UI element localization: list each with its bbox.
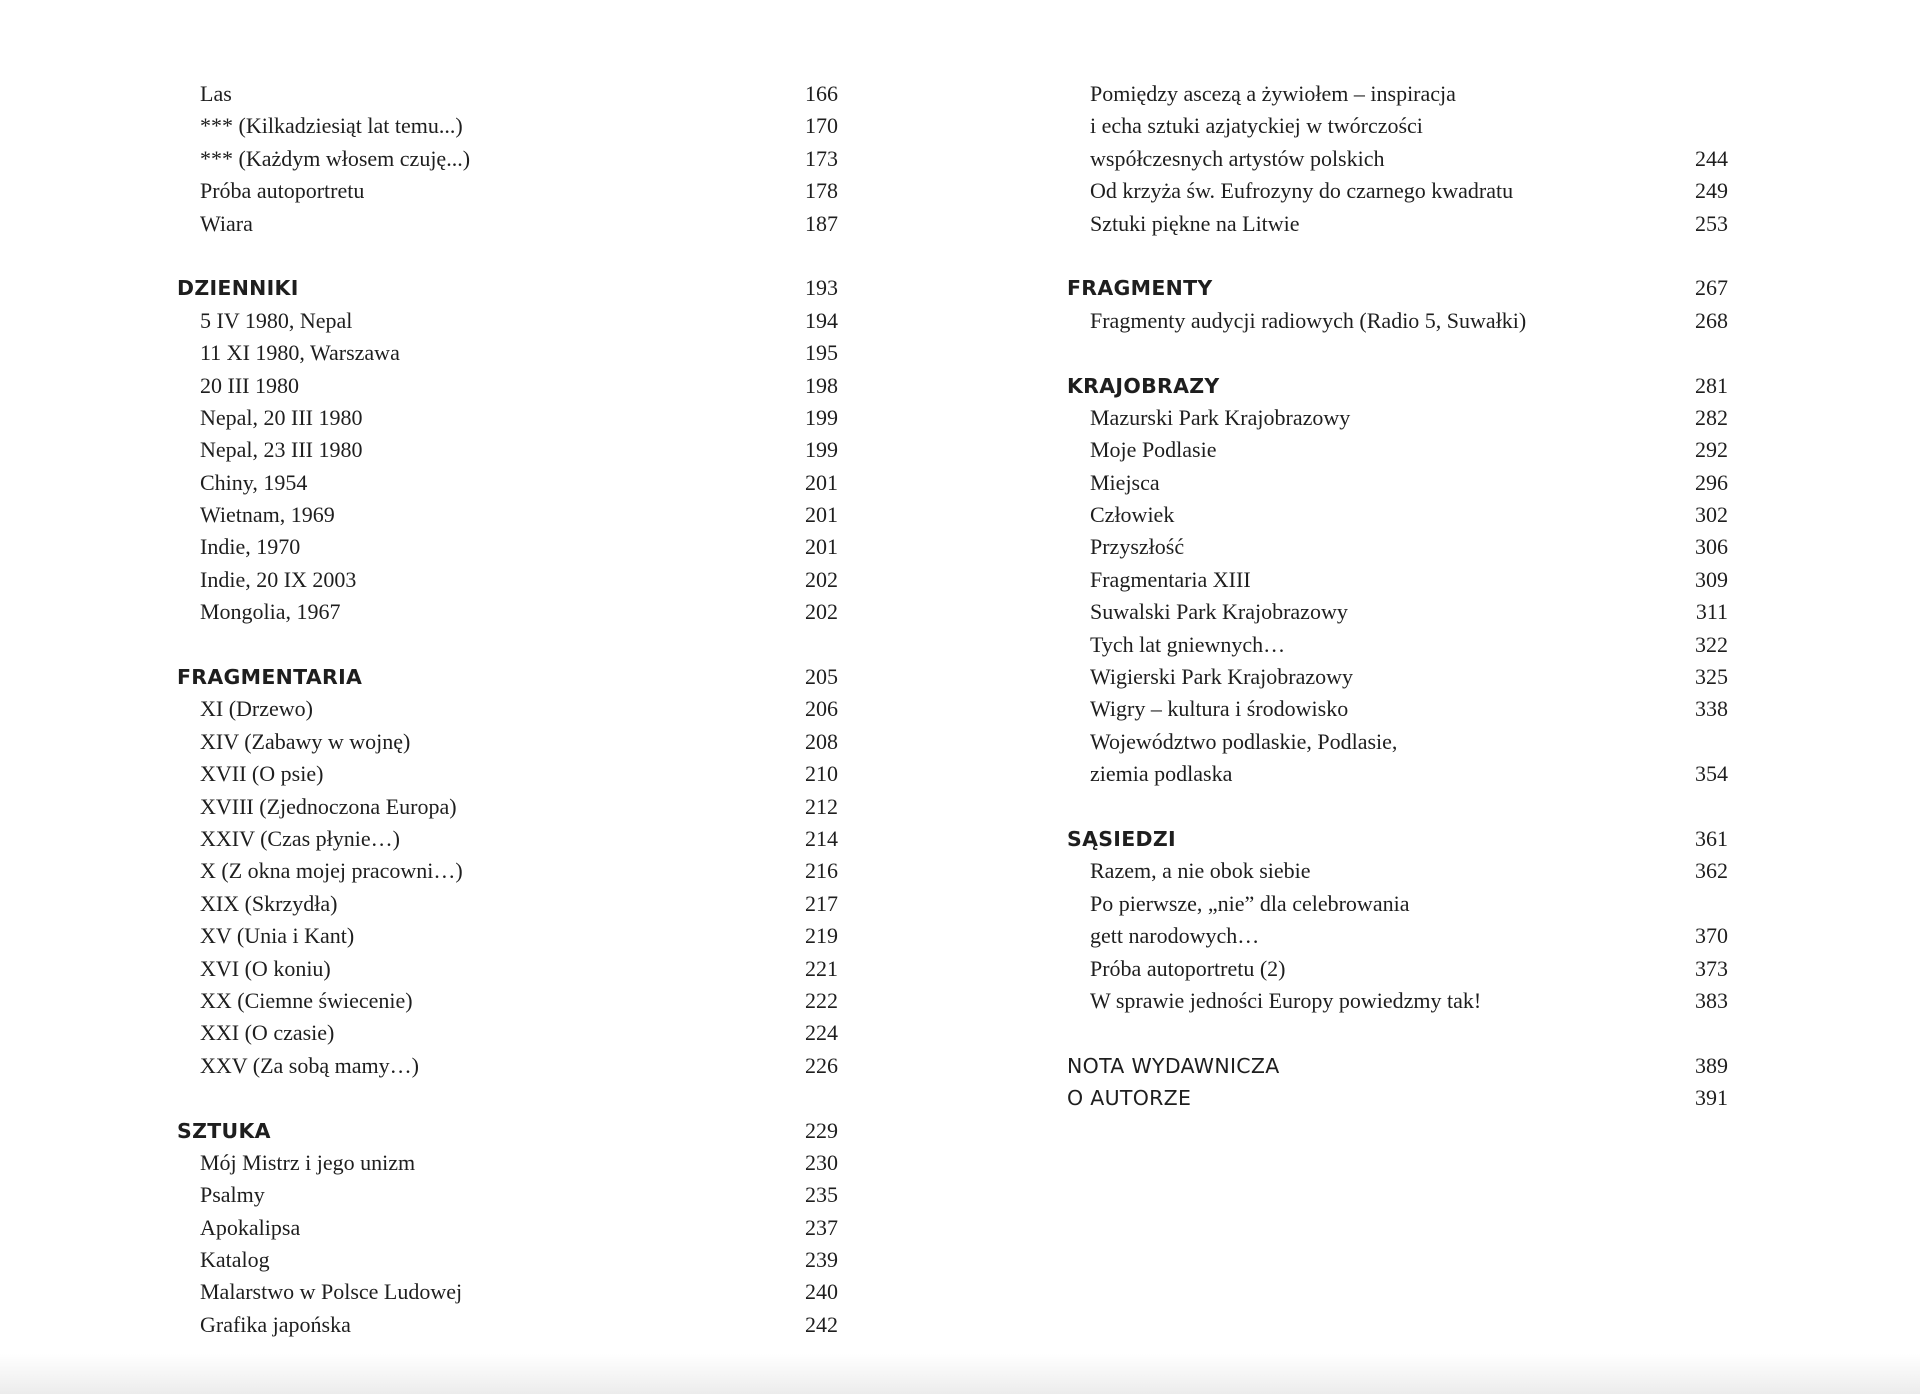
toc-section-title: SZTUKA	[177, 1118, 271, 1143]
toc-entry	[1067, 726, 1728, 758]
toc-entry-title: Nepal, 20 III 1980	[200, 404, 363, 430]
toc-page-number: 309	[1695, 566, 1728, 592]
toc-entry-title: 11 XI 1980, Warszawa	[200, 340, 400, 366]
page-bottom-shadow	[0, 1354, 1920, 1394]
toc-page-number: 205	[805, 664, 838, 690]
toc-entry	[177, 564, 838, 596]
toc-entry	[1067, 758, 1728, 790]
toc-entry-title: 5 IV 1980, Nepal	[200, 307, 353, 333]
toc-entry-title: Apokalipsa	[200, 1214, 301, 1240]
toc-entry-title: Wietnam, 1969	[200, 502, 335, 528]
toc-entry	[177, 1309, 838, 1341]
toc-page-number: 226	[805, 1052, 838, 1078]
toc-entry-title: Sztuki piękne na Litwie	[1090, 210, 1300, 236]
toc-entry-title: Mongolia, 1967	[200, 599, 341, 625]
toc-entry	[177, 143, 838, 175]
toc-entry	[177, 1179, 838, 1211]
toc-entry-title: Województwo podlaskie, Podlasie,	[1090, 728, 1398, 754]
toc-entry	[177, 370, 838, 402]
toc-page-number: 389	[1695, 1052, 1728, 1078]
toc-entry-title: X (Z okna mojej pracowni…)	[200, 858, 463, 884]
toc-section-heading	[1067, 1082, 1728, 1114]
toc-section-title: FRAGMENTY	[1067, 276, 1213, 301]
toc-entry-title: Suwalski Park Krajobrazowy	[1090, 599, 1348, 625]
toc-entry-title: XXI (O czasie)	[200, 1020, 335, 1046]
toc-page-number: 338	[1695, 696, 1728, 722]
toc-entry	[177, 791, 838, 823]
toc-page-number: 212	[805, 793, 838, 819]
toc-entry-title: Miejsca	[1090, 469, 1160, 495]
toc-entry-title: XVI (O koniu)	[200, 955, 331, 981]
toc-entry-title: Grafika japońska	[200, 1311, 351, 1337]
toc-entry-title: *** (Kilkadziesiąt lat temu...)	[200, 113, 463, 139]
toc-section-title: KRAJOBRAZY	[1067, 373, 1220, 398]
toc-section-title: O AUTORZE	[1067, 1086, 1192, 1111]
toc-page-number: 178	[805, 178, 838, 204]
toc-entry	[177, 208, 838, 240]
toc-section-heading	[1067, 823, 1728, 855]
toc-entry	[177, 693, 838, 725]
toc-entry	[1067, 953, 1728, 985]
toc-entry	[177, 596, 838, 628]
toc-entry	[1067, 143, 1728, 175]
toc-entry	[177, 175, 838, 207]
toc-entry-title: Wigierski Park Krajobrazowy	[1090, 664, 1354, 690]
toc-entry	[177, 499, 838, 531]
toc-entry-title: i echa sztuki azjatyckiej w twórczości	[1090, 113, 1423, 139]
toc-page-number: 282	[1695, 404, 1728, 430]
toc-page-number: 237	[805, 1214, 838, 1240]
toc-entry	[1067, 564, 1728, 596]
toc-page-number: 244	[1695, 145, 1728, 171]
toc-page-number: 306	[1695, 534, 1728, 560]
toc-entry	[177, 531, 838, 563]
toc-entry	[177, 467, 838, 499]
toc-entry	[177, 1017, 838, 1049]
toc-entry-title: Fragmenty audycji radiowych (Radio 5, Suwałki)	[1090, 307, 1527, 333]
toc-entry	[1067, 920, 1728, 952]
toc-page-number: 253	[1695, 210, 1728, 236]
toc-section-heading	[177, 272, 838, 304]
toc-entry-title: Przyszłość	[1090, 534, 1185, 560]
toc-entry	[177, 855, 838, 887]
toc-entry	[177, 953, 838, 985]
toc-section-title: FRAGMENTARIA	[177, 665, 363, 690]
toc-entry	[177, 110, 838, 142]
toc-page-number: 391	[1695, 1085, 1728, 1111]
toc-entry-title: XI (Drzewo)	[200, 696, 313, 722]
toc-entry-title: Razem, a nie obok siebie	[1090, 858, 1311, 884]
toc-entry-title: Mój Mistrz i jego unizm	[200, 1149, 416, 1175]
toc-left-column	[177, 78, 838, 1341]
toc-page-number: 373	[1695, 955, 1728, 981]
toc-page-number: 383	[1695, 987, 1728, 1013]
toc-entry-title: Próba autoportretu	[200, 178, 365, 204]
toc-page-number: 199	[805, 437, 838, 463]
toc-entry	[1067, 78, 1728, 110]
toc-page-number: 201	[805, 469, 838, 495]
toc-entry-title: gett narodowych…	[1090, 923, 1260, 949]
toc-page-number: 361	[1695, 825, 1728, 851]
toc-entry	[177, 726, 838, 758]
toc-section-heading	[1067, 370, 1728, 402]
toc-page-number: 222	[805, 987, 838, 1013]
toc-page-number: 362	[1695, 858, 1728, 884]
toc-page-number: 201	[805, 534, 838, 560]
toc-page-number: 214	[805, 825, 838, 851]
toc-page-number: 240	[805, 1279, 838, 1305]
toc-entry	[1067, 985, 1728, 1017]
toc-entry	[177, 1147, 838, 1179]
toc-page-number: 187	[805, 210, 838, 236]
toc-entry-title: Człowiek	[1090, 502, 1175, 528]
toc-entry	[1067, 434, 1728, 466]
toc-page-number: 208	[805, 728, 838, 754]
toc-page-number: 170	[805, 113, 838, 139]
toc-page-number: 242	[805, 1311, 838, 1337]
toc-page-number: 173	[805, 145, 838, 171]
toc-entry-title: ziemia podlaska	[1090, 761, 1233, 787]
toc-entry-title: Nepal, 23 III 1980	[200, 437, 363, 463]
toc-page-number: 194	[805, 307, 838, 333]
toc-entry-title: Mazurski Park Krajobrazowy	[1090, 404, 1351, 430]
toc-entry-title: Moje Podlasie	[1090, 437, 1217, 463]
toc-page-number: 217	[805, 890, 838, 916]
toc-page-number: 202	[805, 599, 838, 625]
toc-page-number: 267	[1695, 275, 1728, 301]
toc-entry	[177, 402, 838, 434]
toc-entry-title: Chiny, 1954	[200, 469, 308, 495]
toc-page-number: 229	[805, 1117, 838, 1143]
toc-section-heading	[1067, 1050, 1728, 1082]
toc-entry	[177, 1244, 838, 1276]
toc-section-heading	[177, 1115, 838, 1147]
toc-page-number: 302	[1695, 502, 1728, 528]
toc-entry	[1067, 531, 1728, 563]
toc-entry-title: XX (Ciemne świecenie)	[200, 987, 413, 1013]
toc-page-number: 221	[805, 955, 838, 981]
toc-entry	[177, 758, 838, 790]
toc-entry	[177, 337, 838, 369]
toc-entry-title: Malarstwo w Polsce Ludowej	[200, 1279, 463, 1305]
toc-entry-title: XIV (Zabawy w wojnę)	[200, 728, 411, 754]
toc-page-number: 206	[805, 696, 838, 722]
toc-page-number: 230	[805, 1149, 838, 1175]
toc-entry-title: Wiara	[200, 210, 253, 236]
toc-page-number: 268	[1695, 307, 1728, 333]
toc-entry-title: Po pierwsze, „nie” dla celebrowania	[1090, 890, 1410, 916]
toc-entry-title: XXIV (Czas płynie…)	[200, 825, 400, 851]
toc-entry-title: Indie, 1970	[200, 534, 301, 560]
toc-right-column	[1067, 78, 1728, 1115]
toc-page-number: 198	[805, 372, 838, 398]
toc-entry-title: XXV (Za sobą mamy…)	[200, 1052, 419, 1078]
toc-entry-title: XVIII (Zjednoczona Europa)	[200, 793, 457, 819]
toc-entry	[177, 823, 838, 855]
toc-entry	[1067, 693, 1728, 725]
toc-entry-title: Tych lat gniewnych…	[1090, 631, 1286, 657]
toc-entry-title: XIX (Skrzydła)	[200, 890, 338, 916]
toc-page-number: 354	[1695, 761, 1728, 787]
toc-entry-title: *** (Każdym włosem czuję...)	[200, 145, 471, 171]
toc-entry	[1067, 305, 1728, 337]
toc-page-number: 195	[805, 340, 838, 366]
toc-page-number: 296	[1695, 469, 1728, 495]
toc-entry	[1067, 629, 1728, 661]
toc-page-number: 193	[805, 275, 838, 301]
toc-entry	[177, 1050, 838, 1082]
toc-entry	[177, 78, 838, 110]
toc-entry	[177, 434, 838, 466]
toc-entry	[1067, 208, 1728, 240]
toc-page-number: 224	[805, 1020, 838, 1046]
toc-entry	[1067, 661, 1728, 693]
toc-entry	[1067, 402, 1728, 434]
toc-entry	[1067, 499, 1728, 531]
toc-entry	[1067, 467, 1728, 499]
toc-section-title: DZIENNIKI	[177, 276, 299, 301]
toc-entry-title: XVII (O psie)	[200, 761, 324, 787]
toc-entry	[177, 888, 838, 920]
toc-page-number: 292	[1695, 437, 1728, 463]
toc-entry-title: W sprawie jedności Europy powiedzmy tak!	[1090, 987, 1482, 1013]
toc-page-number: 219	[805, 923, 838, 949]
toc-page-number: 210	[805, 761, 838, 787]
toc-page-number: 281	[1695, 372, 1728, 398]
toc-section-heading	[1067, 272, 1728, 304]
toc-section-heading	[177, 661, 838, 693]
toc-entry	[1067, 888, 1728, 920]
toc-entry	[1067, 175, 1728, 207]
toc-entry-title: Od krzyża św. Eufrozyny do czarnego kwadratu	[1090, 178, 1514, 204]
toc-page-number: 201	[805, 502, 838, 528]
toc-page-number: 239	[805, 1247, 838, 1273]
toc-page-number: 199	[805, 404, 838, 430]
toc-entry	[1067, 110, 1728, 142]
toc-section-title: NOTA WYDAWNICZA	[1067, 1053, 1280, 1078]
toc-entry	[177, 1276, 838, 1308]
toc-page-number: 235	[805, 1182, 838, 1208]
toc-entry	[177, 1212, 838, 1244]
toc-page-number: 166	[805, 81, 838, 106]
toc-entry-title: Psalmy	[200, 1182, 265, 1208]
toc-page-number: 216	[805, 858, 838, 884]
toc-page-number: 311	[1695, 599, 1728, 625]
toc-entry	[177, 985, 838, 1017]
toc-entry	[177, 920, 838, 952]
toc-entry-title: Pomiędzy ascezą a żywiołem – inspiracja	[1090, 81, 1456, 106]
toc-page-number: 322	[1695, 631, 1728, 657]
toc-page-number: 370	[1695, 923, 1728, 949]
toc-entry-title: Próba autoportretu (2)	[1090, 955, 1286, 981]
toc-entry	[1067, 596, 1728, 628]
toc-page-number: 249	[1695, 178, 1728, 204]
toc-entry-title: Katalog	[200, 1247, 270, 1273]
toc-entry-title: współczesnych artystów polskich	[1090, 145, 1385, 171]
toc-entry-title: Las	[200, 81, 232, 106]
toc-entry	[1067, 855, 1728, 887]
toc-entry	[177, 305, 838, 337]
toc-entry-title: Fragmentaria XIII	[1090, 566, 1251, 592]
toc-page-number: 202	[805, 566, 838, 592]
toc-section-title: SĄSIEDZI	[1067, 826, 1176, 851]
toc-entry-title: 20 III 1980	[200, 372, 299, 398]
toc-entry-title: Wigry – kultura i środowisko	[1090, 696, 1349, 722]
toc-page-number: 325	[1695, 664, 1728, 690]
toc-entry-title: XV (Unia i Kant)	[200, 923, 355, 949]
toc-entry-title: Indie, 20 IX 2003	[200, 566, 357, 592]
